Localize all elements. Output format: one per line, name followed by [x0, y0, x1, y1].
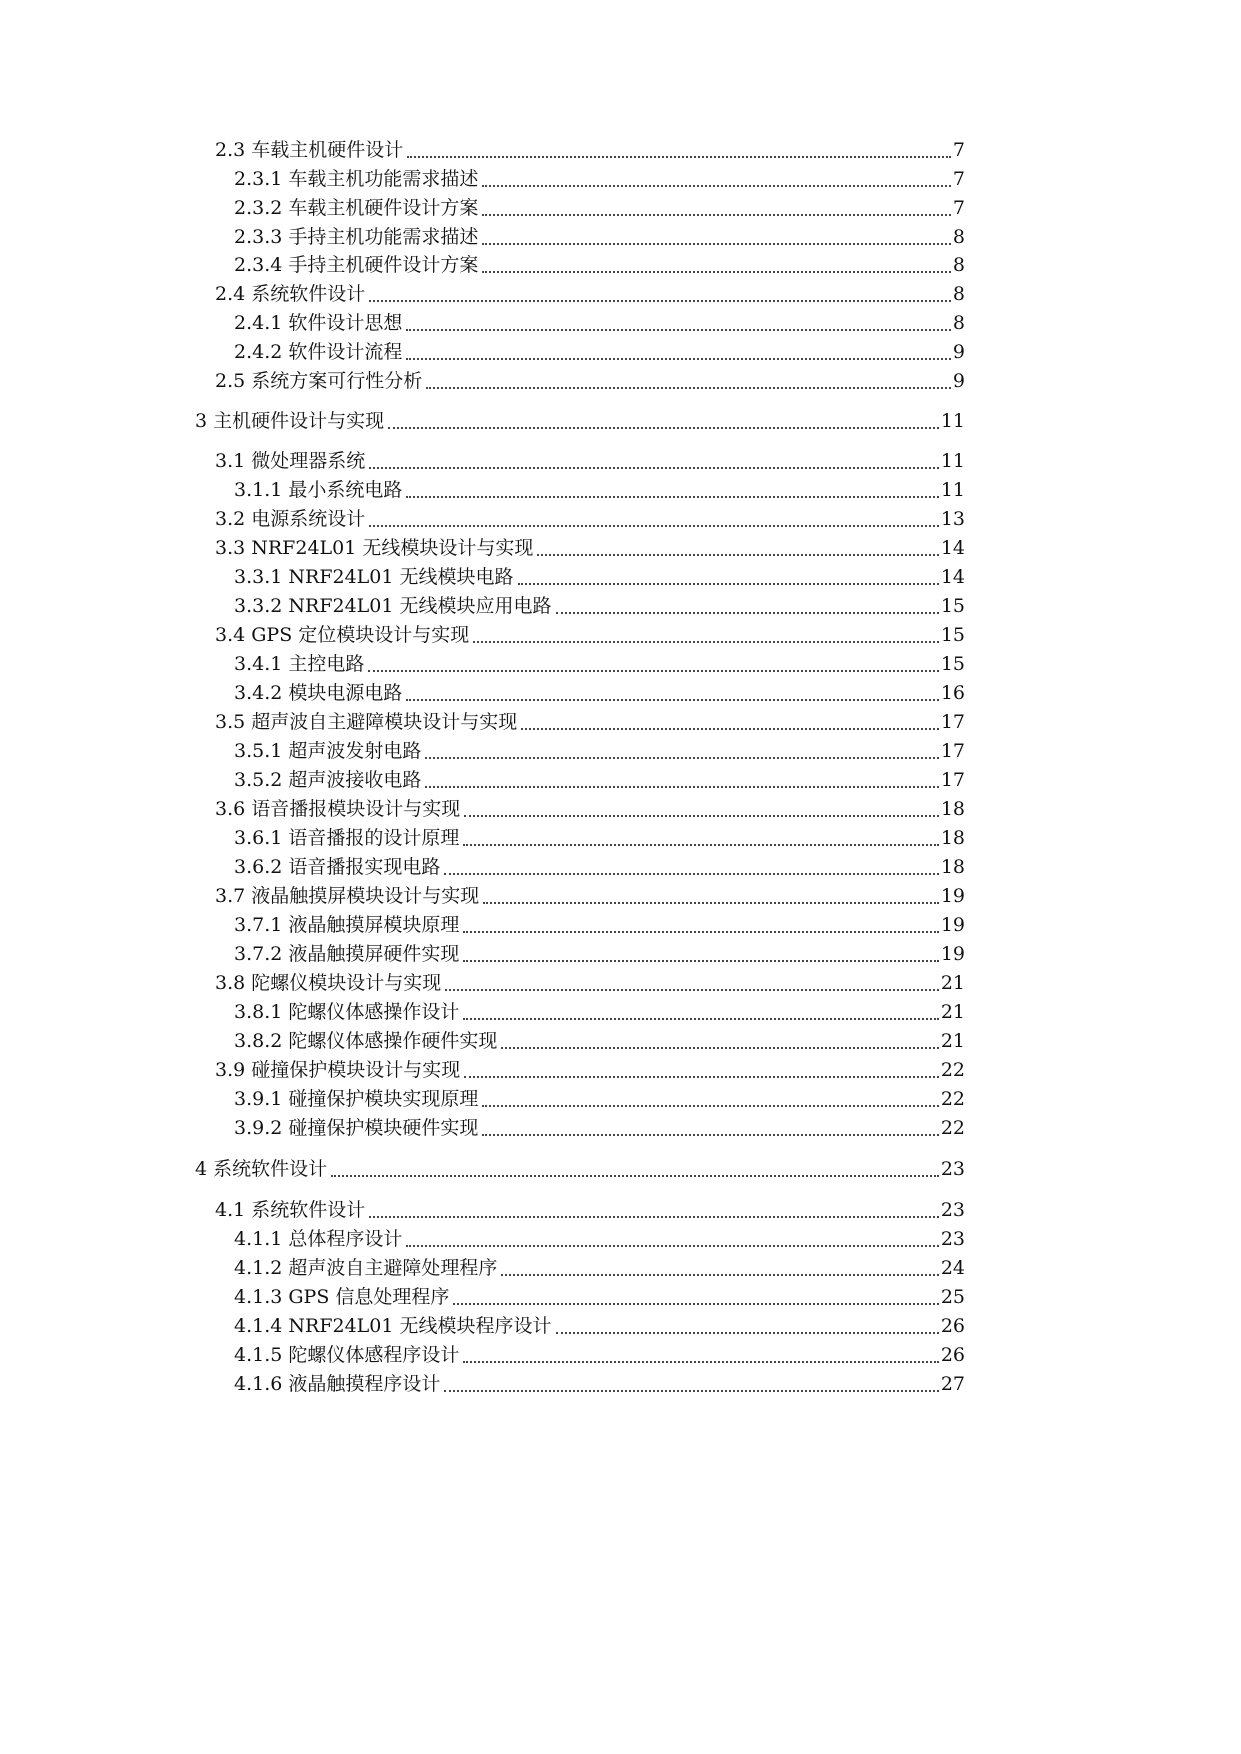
toc-entry-page: 27 — [940, 1373, 965, 1395]
toc-entry-page: 8 — [952, 254, 965, 276]
toc-entry-title: 3 主机硬件设计与实现 — [195, 410, 385, 432]
toc-entry-title: 3.4 GPS 定位模块设计与实现 — [215, 624, 470, 646]
toc-entry-4-1-4 — [234, 1312, 965, 1341]
toc-entry-page: 7 — [952, 139, 965, 161]
toc-entry-title: 2.4.2 软件设计流程 — [234, 341, 403, 363]
toc-leader-dots — [369, 525, 939, 527]
toc-entry-title: 4.1 系统软件设计 — [215, 1199, 366, 1221]
toc-entry-page: 19 — [940, 885, 965, 907]
toc-entry-title: 2.3.4 手持主机硬件设计方案 — [234, 254, 479, 276]
toc-entry-title: 3.5 超声波自主避障模块设计与实现 — [215, 711, 518, 733]
toc-leader-dots — [482, 1134, 938, 1136]
toc-entry-3-9 — [215, 1056, 965, 1085]
toc-entry-page: 18 — [940, 798, 965, 820]
toc-entry-title: 3.3.2 NRF24L01 无线模块应用电路 — [234, 595, 552, 617]
toc-leader-dots — [482, 271, 951, 273]
toc-entry-3-7 — [215, 882, 965, 911]
toc-entry-page: 8 — [952, 283, 965, 305]
toc-entry-title: 2.5 系统方案可行性分析 — [215, 370, 423, 392]
toc-entry-3-5-2 — [234, 766, 965, 795]
toc-leader-dots — [556, 1332, 939, 1334]
toc-leader-dots — [369, 300, 951, 302]
toc-entry-4-1 — [215, 1196, 965, 1225]
toc-leader-dots — [482, 1105, 938, 1107]
toc-entry-3-8-2 — [234, 1027, 965, 1056]
toc-entry-3-9-2 — [234, 1114, 965, 1143]
toc-entry-page: 8 — [952, 312, 965, 334]
toc-entry-3-4-1 — [234, 650, 965, 679]
toc-entry-title: 3.3 NRF24L01 无线模块设计与实现 — [215, 537, 534, 559]
toc-leader-dots — [463, 931, 938, 933]
toc-leader-dots — [501, 1047, 938, 1049]
toc-entry-4-1-5 — [234, 1341, 965, 1370]
toc-entry-3-7-1 — [234, 911, 965, 940]
toc-leader-dots — [482, 185, 951, 187]
toc-leader-dots — [537, 554, 938, 556]
toc-entry-title: 4.1.5 陀螺仪体感程序设计 — [234, 1344, 460, 1366]
toc-entry-page: 7 — [952, 168, 965, 190]
toc-leader-dots — [521, 728, 939, 730]
toc-entry-page: 23 — [940, 1199, 965, 1221]
toc-entry-page: 21 — [940, 1030, 965, 1052]
toc-leader-dots — [501, 1274, 938, 1276]
toc-entry-title: 3.6 语音播报模块设计与实现 — [215, 798, 461, 820]
toc-entry-3-5 — [215, 708, 965, 737]
toc-leader-dots — [463, 844, 938, 846]
toc-entry-3-7-2 — [234, 940, 965, 969]
toc-entry-title: 2.3.3 手持主机功能需求描述 — [234, 226, 479, 248]
toc-entry-page: 25 — [940, 1286, 965, 1308]
toc-entry-page: 18 — [940, 827, 965, 849]
toc-entry-title: 3.9.1 碰撞保护模块实现原理 — [234, 1088, 479, 1110]
toc-entry-title: 3.8.1 陀螺仪体感操作设计 — [234, 1001, 460, 1023]
toc-entry-2-3 — [215, 136, 965, 165]
toc-leader-dots — [464, 1076, 939, 1078]
toc-entry-title: 3.4.2 模块电源电路 — [234, 682, 403, 704]
toc-leader-dots — [425, 786, 938, 788]
toc-leader-dots — [406, 699, 938, 701]
toc-leader-dots — [368, 670, 938, 672]
toc-entry-page: 15 — [940, 653, 965, 675]
toc-entry-page: 22 — [940, 1088, 965, 1110]
toc-entry-title: 2.4.1 软件设计思想 — [234, 312, 403, 334]
toc-leader-dots — [482, 243, 951, 245]
toc-leader-dots — [444, 873, 938, 875]
toc-leader-dots — [331, 1175, 939, 1177]
toc-leader-dots — [369, 1216, 939, 1218]
toc-leader-dots — [463, 1018, 938, 1020]
toc-leader-dots — [518, 583, 939, 585]
toc-leader-dots — [453, 1303, 938, 1305]
toc-entry-page: 24 — [940, 1257, 965, 1279]
toc-entry-2-3-1 — [234, 165, 965, 194]
toc-leader-dots — [425, 757, 938, 759]
toc-entry-2-3-4 — [234, 251, 965, 280]
toc-entry-3-6-1 — [234, 824, 965, 853]
toc-entry-4-1-3 — [234, 1283, 965, 1312]
toc-entry-page: 19 — [940, 914, 965, 936]
toc-entry-page: 17 — [940, 769, 965, 791]
toc-leader-dots — [464, 815, 939, 817]
toc-leader-dots — [406, 358, 951, 360]
toc-entry-2-4-2 — [234, 338, 965, 367]
toc-entry-page: 9 — [952, 341, 965, 363]
toc-entry-title: 2.3.2 车载主机硬件设计方案 — [234, 197, 479, 219]
toc-entry-title: 4.1.1 总体程序设计 — [234, 1228, 403, 1250]
toc-entry-title: 4 系统软件设计 — [195, 1158, 328, 1180]
toc-entry-4-1-6 — [234, 1370, 965, 1399]
toc-entry-3-2 — [215, 505, 965, 534]
toc-entry-title: 2.4 系统软件设计 — [215, 283, 366, 305]
toc-leader-dots — [463, 960, 938, 962]
toc-entry-title: 3.8 陀螺仪模块设计与实现 — [215, 972, 442, 994]
toc-entry-page: 22 — [940, 1059, 965, 1081]
toc-leader-dots — [406, 329, 951, 331]
toc-entry-title: 3.6.1 语音播报的设计原理 — [234, 827, 460, 849]
toc-entry-3-1-1 — [234, 476, 965, 505]
toc-entry-page: 22 — [940, 1117, 965, 1139]
toc-entry-page: 23 — [940, 1158, 965, 1180]
toc-leader-dots — [445, 989, 939, 991]
toc-entry-page: 16 — [940, 682, 965, 704]
toc-entry-page: 8 — [952, 226, 965, 248]
toc-entry-page: 26 — [940, 1344, 965, 1366]
toc-entry-3-4-2 — [234, 679, 965, 708]
toc-entry-title: 3.1.1 最小系统电路 — [234, 479, 403, 501]
toc-entry-3-3-2 — [234, 592, 965, 621]
toc-entry-title: 3.7 液晶触摸屏模块设计与实现 — [215, 885, 480, 907]
toc-entry-3-6 — [215, 795, 965, 824]
toc-leader-dots — [369, 467, 939, 469]
toc-entry-page: 21 — [940, 972, 965, 994]
toc-chapter-3 — [195, 407, 965, 436]
toc-entry-2-4 — [215, 280, 965, 309]
toc-entry-title: 3.5.2 超声波接收电路 — [234, 769, 422, 791]
toc-entry-3-8-1 — [234, 998, 965, 1027]
toc-entry-page: 7 — [952, 197, 965, 219]
toc-entry-3-4 — [215, 621, 965, 650]
toc-entry-page: 14 — [940, 566, 965, 588]
toc-entry-title: 4.1.4 NRF24L01 无线模块程序设计 — [234, 1315, 552, 1337]
toc-entry-page: 11 — [940, 479, 965, 501]
toc-entry-3-3-1 — [234, 563, 965, 592]
toc-entry-page: 15 — [940, 595, 965, 617]
toc-entry-page: 15 — [940, 624, 965, 646]
toc-entry-title: 3.6.2 语音播报实现电路 — [234, 856, 441, 878]
toc-entry-title: 3.7.2 液晶触摸屏硬件实现 — [234, 943, 460, 965]
toc-leader-dots — [406, 1245, 938, 1247]
toc-leader-dots — [482, 214, 951, 216]
toc-entry-page: 18 — [940, 856, 965, 878]
toc-leader-dots — [556, 612, 939, 614]
toc-entry-page: 13 — [940, 508, 965, 530]
toc-entry-3-6-2 — [234, 853, 965, 882]
toc-entry-title: 3.9 碰撞保护模块设计与实现 — [215, 1059, 461, 1081]
toc-entry-2-3-2 — [234, 194, 965, 223]
toc-entry-2-4-1 — [234, 309, 965, 338]
toc-entry-title: 2.3 车载主机硬件设计 — [215, 139, 404, 161]
toc-entry-page: 17 — [940, 740, 965, 762]
toc-entry-title: 4.1.6 液晶触摸程序设计 — [234, 1373, 441, 1395]
toc-entry-2-3-3 — [234, 223, 965, 252]
toc-entry-page: 17 — [940, 711, 965, 733]
toc-entry-4-1-1 — [234, 1225, 965, 1254]
toc-entry-3-8 — [215, 969, 965, 998]
toc-entry-4-1-2 — [234, 1254, 965, 1283]
toc-entry-page: 11 — [940, 410, 965, 432]
toc-entry-page: 23 — [940, 1228, 965, 1250]
toc-entry-title: 3.1 微处理器系统 — [215, 450, 366, 472]
toc-chapter-4 — [195, 1155, 965, 1184]
toc-entry-3-1 — [215, 447, 965, 476]
toc-entry-page: 11 — [940, 450, 965, 472]
toc-entry-page: 21 — [940, 1001, 965, 1023]
toc-entry-3-5-1 — [234, 737, 965, 766]
toc-entry-title: 3.9.2 碰撞保护模块硬件实现 — [234, 1117, 479, 1139]
toc-leader-dots — [483, 902, 939, 904]
toc-leader-dots — [473, 641, 939, 643]
toc-entry-title: 3.5.1 超声波发射电路 — [234, 740, 422, 762]
toc-entry-3-9-1 — [234, 1085, 965, 1114]
toc-entry-3-3 — [215, 534, 965, 563]
toc-entry-title: 3.2 电源系统设计 — [215, 508, 366, 530]
toc-leader-dots — [388, 427, 939, 429]
toc-leader-dots — [426, 387, 951, 389]
toc-entry-2-5 — [215, 367, 965, 396]
toc-entry-page: 19 — [940, 943, 965, 965]
toc-entry-page: 26 — [940, 1315, 965, 1337]
toc-entry-title: 2.3.1 车载主机功能需求描述 — [234, 168, 479, 190]
toc-leader-dots — [406, 496, 938, 498]
toc-entry-page: 9 — [952, 370, 965, 392]
toc-entry-title: 3.8.2 陀螺仪体感操作硬件实现 — [234, 1030, 498, 1052]
toc-leader-dots — [463, 1361, 938, 1363]
toc-entry-title: 4.1.3 GPS 信息处理程序 — [234, 1286, 450, 1308]
toc-entry-title: 3.7.1 液晶触摸屏模块原理 — [234, 914, 460, 936]
toc-leader-dots — [444, 1390, 938, 1392]
toc-entry-title: 3.3.1 NRF24L01 无线模块电路 — [234, 566, 514, 588]
toc-entry-title: 4.1.2 超声波自主避障处理程序 — [234, 1257, 498, 1279]
toc-entry-title: 3.4.1 主控电路 — [234, 653, 365, 675]
toc-leader-dots — [407, 156, 951, 158]
toc-entry-page: 14 — [940, 537, 965, 559]
